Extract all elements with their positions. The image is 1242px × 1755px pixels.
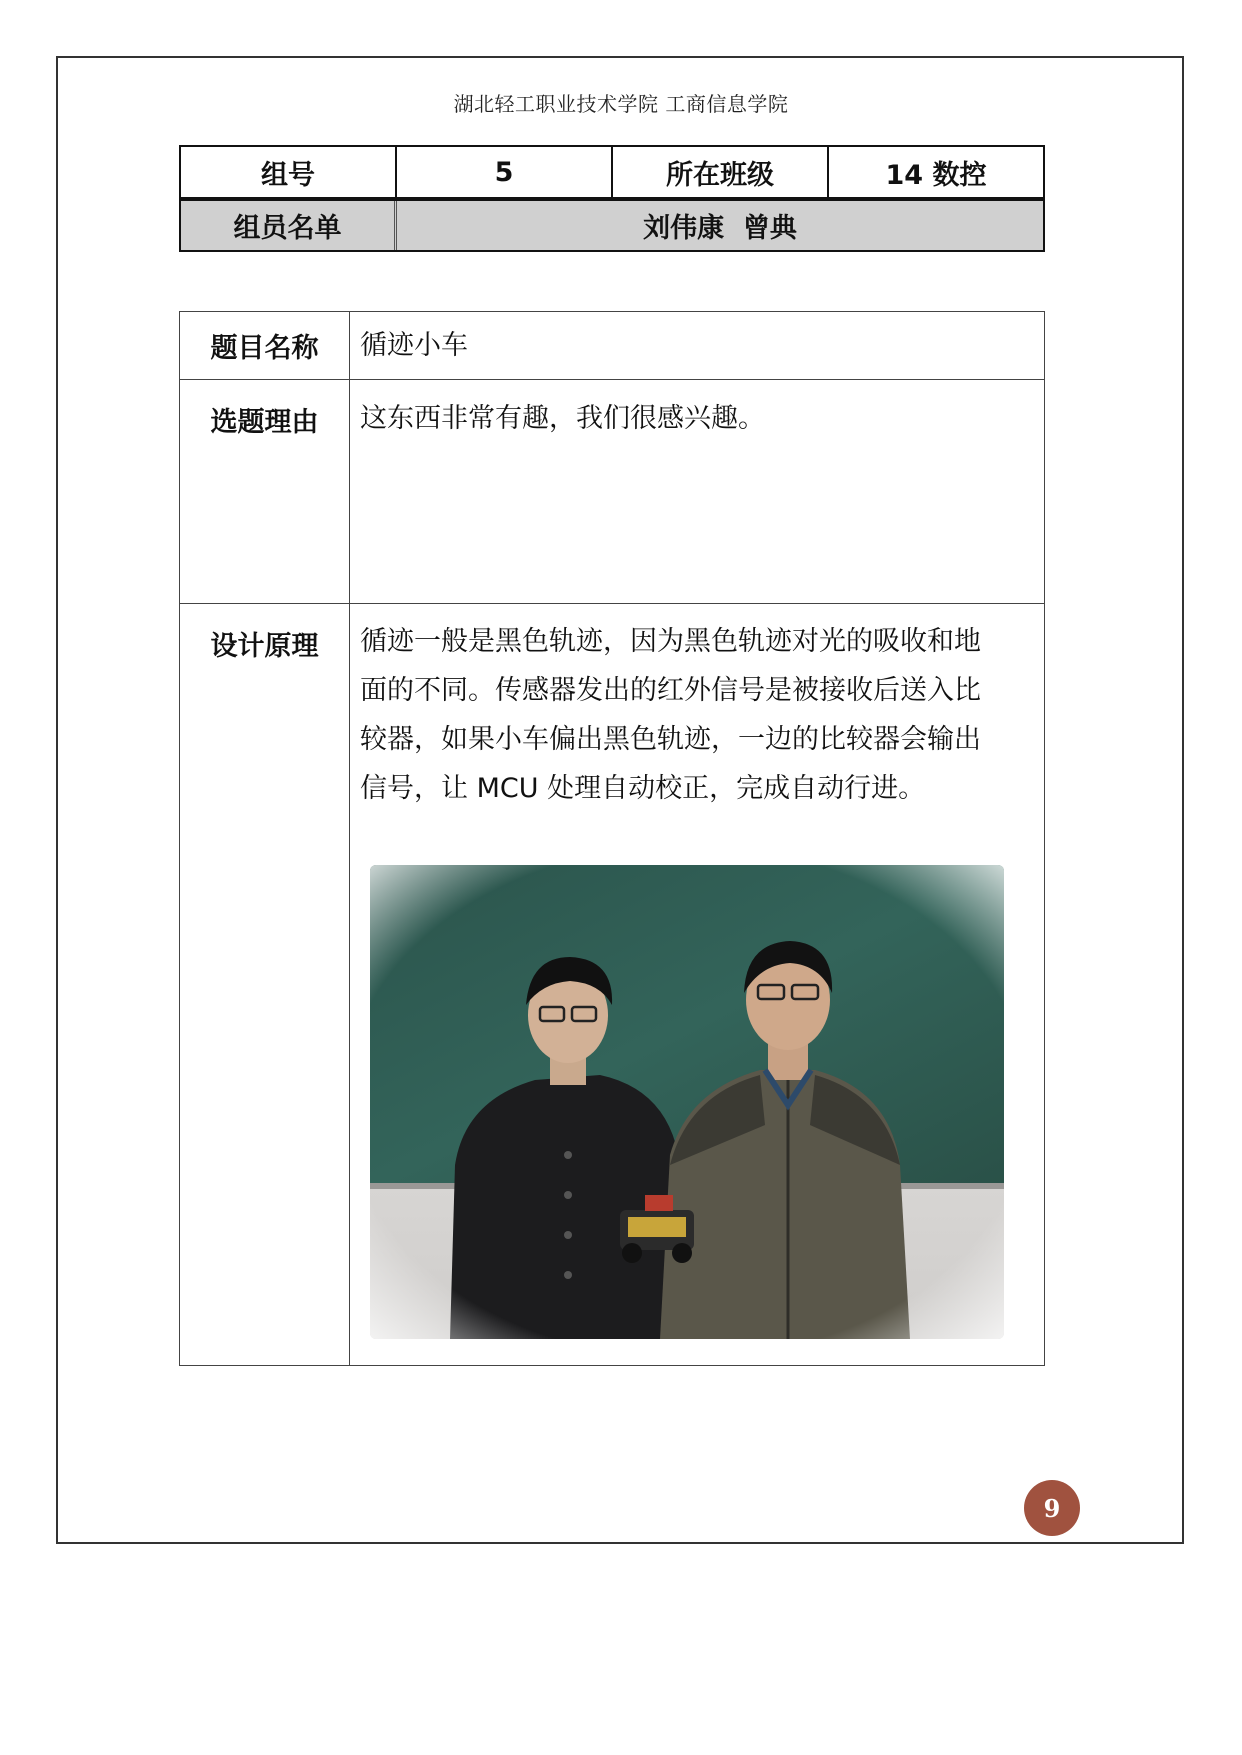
members-label: 组员名单 [181, 201, 397, 250]
row-title [180, 312, 1044, 380]
group-info-table [179, 145, 1045, 252]
reason-value: 这东西非常有趣，我们很感兴趣。 [360, 403, 765, 434]
title-value: 循迹小车 [360, 330, 468, 361]
team-photo-illustration [370, 865, 1004, 1339]
row-reason [180, 380, 1044, 604]
info-row-members [181, 201, 1043, 250]
page-number-badge: 9 [1024, 1480, 1080, 1536]
team-photo [370, 865, 1004, 1339]
members-value: 刘伟康 曾典 [643, 213, 797, 244]
document-header: 湖北轻工职业技术学院 工商信息学院 [453, 92, 789, 116]
design-line: 循迹一般是黑色轨迹，因为黑色轨迹对光的吸收和地 [360, 626, 981, 657]
design-line: 信号，让 MCU 处理自动校正，完成自动行进。 [360, 773, 926, 804]
reason-label: 选题理由 [180, 380, 350, 603]
group-label: 组号 [181, 147, 397, 197]
design-line: 较器，如果小车偏出黑色轨迹，一边的比较器会输出 [360, 724, 981, 755]
class-value: 14 数控 [885, 159, 987, 191]
design-line: 面的不同。传感器发出的红外信号是被接收后送入比 [360, 675, 981, 706]
info-row-group [181, 147, 1043, 201]
group-value: 5 [397, 147, 613, 197]
design-label: 设计原理 [180, 604, 350, 1365]
title-label: 题目名称 [180, 312, 350, 379]
class-label: 所在班级 [613, 147, 829, 197]
